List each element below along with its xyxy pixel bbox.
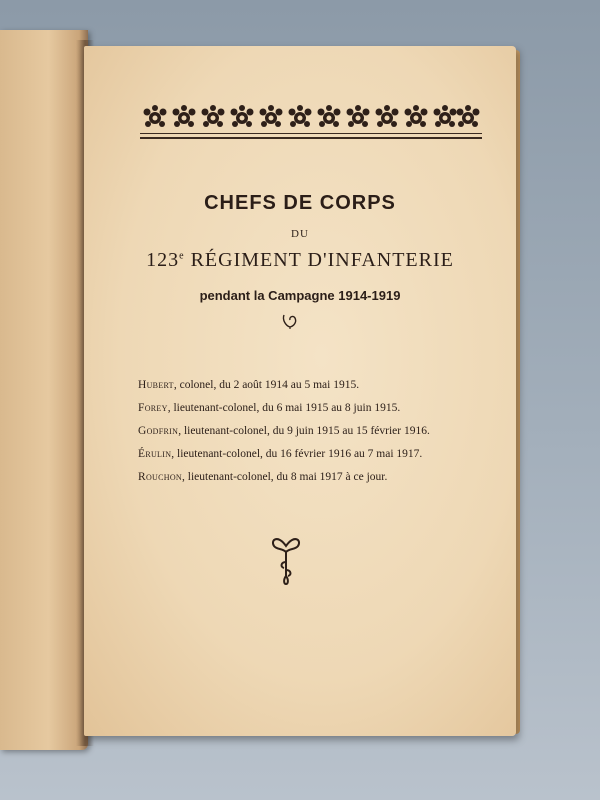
list-item	[138, 447, 454, 462]
list-item	[138, 470, 454, 485]
commander-details: , lieutenant-colonel, du 16 février 1916 au 7 mai 1917.	[171, 448, 423, 460]
list-item	[138, 378, 454, 393]
regiment-name	[84, 249, 516, 272]
regiment-label: RÉGIMENT D'INFANTERIE	[184, 249, 454, 271]
commander-details: , lieutenant-colonel, du 6 mai 1915 au 8 juin 1915.	[167, 402, 401, 414]
campaign-subtitle: pendant la Campagne 1914-1919	[199, 288, 401, 303]
page-title: CHEFS DE CORPS	[204, 192, 396, 214]
commander-name: Forey	[138, 402, 168, 414]
commander-details: , lieutenant-colonel, du 9 juin 1915 au 15 février 1916.	[178, 425, 430, 437]
fleuron-icon	[280, 312, 300, 330]
regiment-ordinal: e	[179, 250, 185, 262]
commander-name: Érulin	[138, 448, 172, 460]
commander-name: Godfrin	[138, 425, 179, 437]
regiment-number: 123	[146, 249, 180, 271]
commander-name: Rouchon	[138, 471, 182, 483]
book-page	[84, 46, 516, 736]
left-facing-page	[0, 30, 88, 750]
list-item	[138, 424, 454, 439]
commander-details: , colonel, du 2 août 1914 au 5 mai 1915.	[173, 379, 360, 391]
commander-details: , lieutenant-colonel, du 8 mai 1917 à ce jour.	[182, 471, 388, 483]
ornament-rule-thick	[140, 137, 482, 139]
ornament-rule	[140, 133, 482, 134]
title-connector: DU	[291, 228, 309, 240]
commanders-list	[138, 378, 454, 493]
commander-name: Hubert	[138, 379, 174, 391]
tailpiece-ornament-icon	[268, 532, 304, 586]
decorative-border-ornament	[140, 102, 482, 132]
list-item	[138, 401, 454, 416]
